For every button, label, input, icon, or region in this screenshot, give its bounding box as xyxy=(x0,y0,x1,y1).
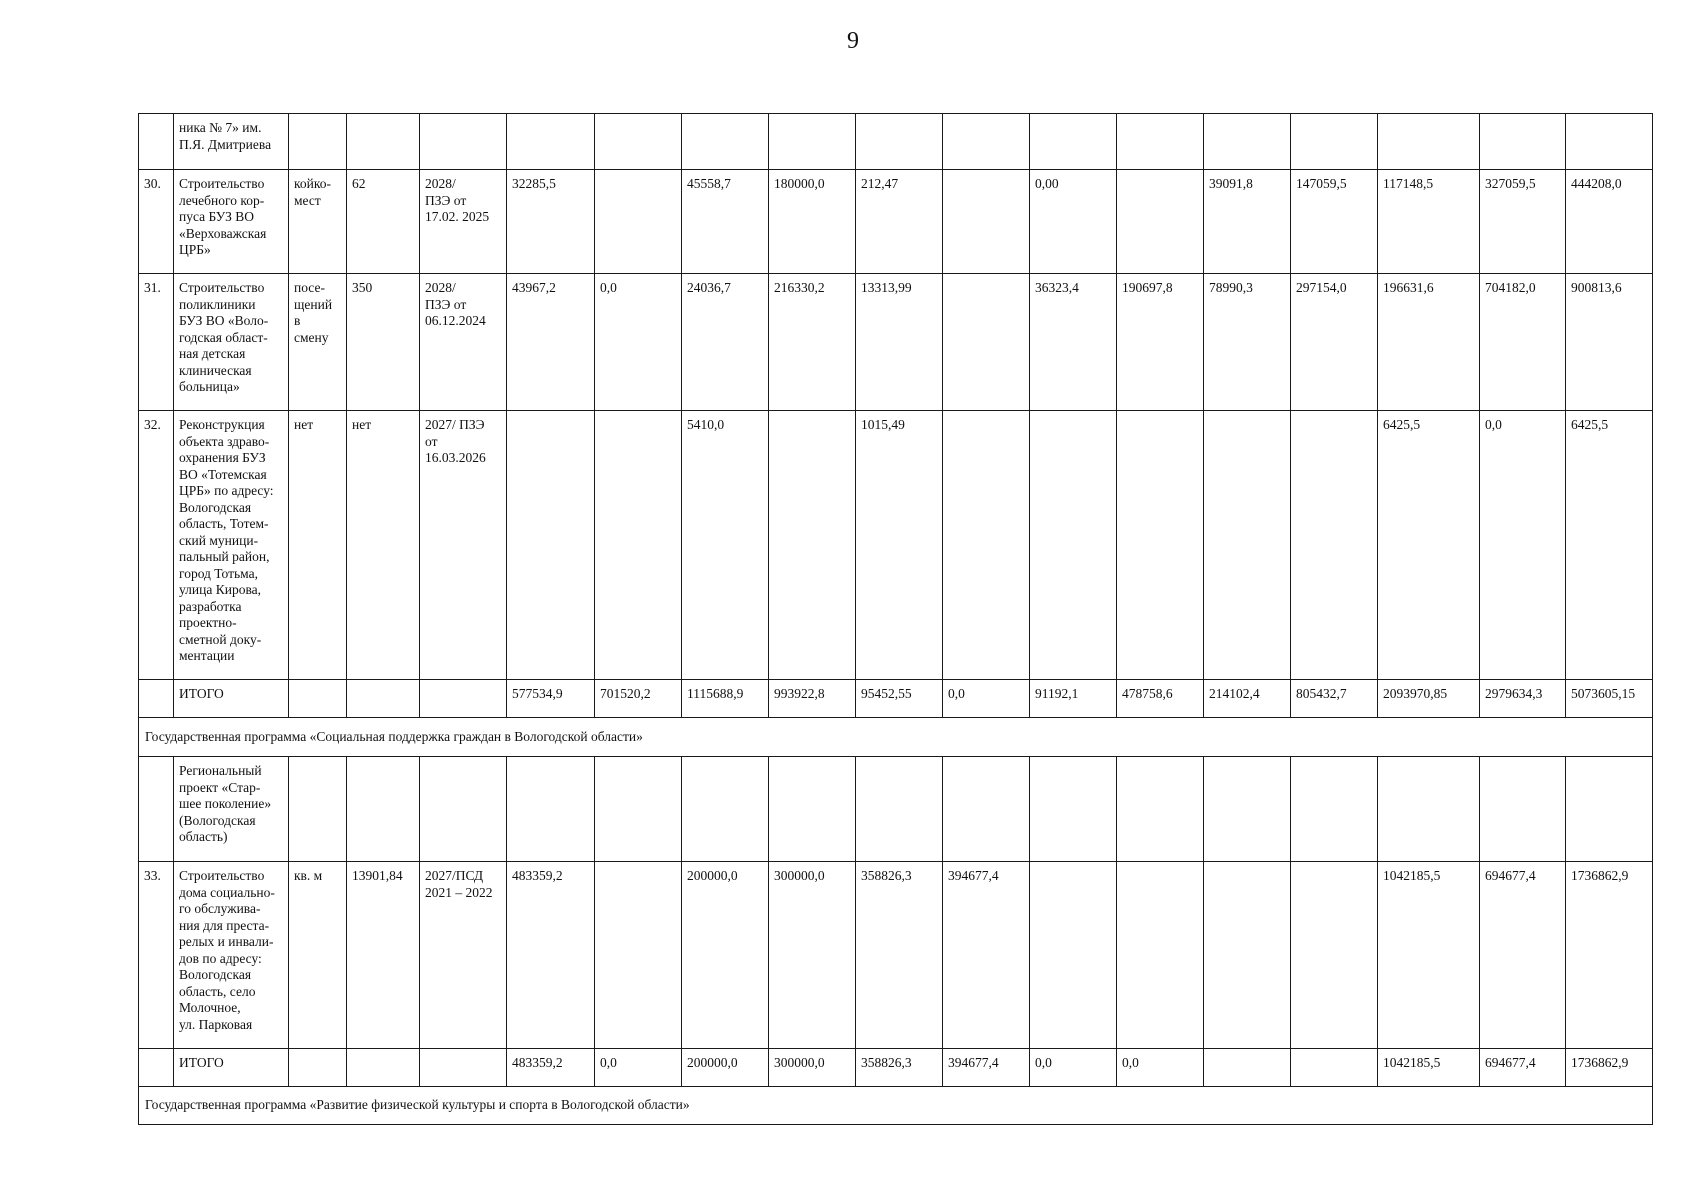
value-cell: 327059,5 xyxy=(1480,170,1566,274)
value-cell: 993922,8 xyxy=(769,680,856,718)
value-cell xyxy=(1378,757,1480,862)
value-cell xyxy=(1480,757,1566,862)
table-row xyxy=(139,411,1653,680)
page-number: 9 xyxy=(847,28,859,54)
value-cell: 1115688,9 xyxy=(682,680,769,718)
row-number-cell: 32. xyxy=(139,411,174,680)
value-cell: 0,00 xyxy=(1030,170,1117,274)
value-cell xyxy=(1204,757,1291,862)
value-cell xyxy=(943,274,1030,411)
value-cell xyxy=(943,114,1030,170)
value-cell: 1736862,9 xyxy=(1566,1049,1653,1087)
value-cell: 24036,7 xyxy=(682,274,769,411)
object-name-cell: Строительство дома социально- го обслужива- ния для преста- релых и инвали- дов по адресу: Вологодская область, село Молочное, ул. Парковая xyxy=(174,862,289,1049)
value-cell: 358826,3 xyxy=(856,862,943,1049)
deadline-cell: 2028/ ПЗЭ от 06.12.2024 xyxy=(420,274,507,411)
value-cell: 117148,5 xyxy=(1378,170,1480,274)
row-number-cell xyxy=(139,680,174,718)
deadline-cell: 2028/ ПЗЭ от 17.02. 2025 xyxy=(420,170,507,274)
value-cell: 300000,0 xyxy=(769,862,856,1049)
table-row xyxy=(139,274,1653,411)
value-cell: 216330,2 xyxy=(769,274,856,411)
value-cell xyxy=(1291,862,1378,1049)
value-cell: 32285,5 xyxy=(507,170,595,274)
object-name-cell: Строительство поликлиники БУЗ ВО «Воло- годская област- ная детская клиническая больница» xyxy=(174,274,289,411)
value-cell xyxy=(769,411,856,680)
value-cell: 0,0 xyxy=(1117,1049,1204,1087)
value-cell: 36323,4 xyxy=(1030,274,1117,411)
value-cell: 13313,99 xyxy=(856,274,943,411)
value-cell xyxy=(943,411,1030,680)
value-cell: 701520,2 xyxy=(595,680,682,718)
value-cell xyxy=(1291,1049,1378,1087)
value-cell xyxy=(769,757,856,862)
value-cell: 0,0 xyxy=(1030,1049,1117,1087)
object-name-cell: ника № 7» им. П.Я. Дмитриева xyxy=(174,114,289,170)
value-cell: 200000,0 xyxy=(682,1049,769,1087)
value-cell: 1015,49 xyxy=(856,411,943,680)
investment-table xyxy=(138,113,1653,1125)
table-body xyxy=(139,114,1653,1125)
value-cell: 6425,5 xyxy=(1566,411,1653,680)
value-cell: 805432,7 xyxy=(1291,680,1378,718)
row-number-cell: 31. xyxy=(139,274,174,411)
value-cell xyxy=(1378,114,1480,170)
value-cell xyxy=(507,757,595,862)
value-cell: 200000,0 xyxy=(682,862,769,1049)
value-cell: 95452,55 xyxy=(856,680,943,718)
value-cell: 43967,2 xyxy=(507,274,595,411)
value-cell: 2093970,85 xyxy=(1378,680,1480,718)
deadline-cell xyxy=(420,757,507,862)
value-cell xyxy=(1204,114,1291,170)
table-row xyxy=(139,862,1653,1049)
row-number-cell: 30. xyxy=(139,170,174,274)
value-cell xyxy=(1480,114,1566,170)
value-cell xyxy=(1117,114,1204,170)
value-cell: 1042185,5 xyxy=(1378,1049,1480,1087)
value-cell: 0,0 xyxy=(943,680,1030,718)
table-row xyxy=(139,1049,1653,1087)
row-number-cell xyxy=(139,1049,174,1087)
value-cell xyxy=(1117,170,1204,274)
value-cell: 91192,1 xyxy=(1030,680,1117,718)
value-cell: 190697,8 xyxy=(1117,274,1204,411)
value-cell xyxy=(943,757,1030,862)
value-cell xyxy=(769,114,856,170)
value-cell xyxy=(1291,411,1378,680)
unit-cell xyxy=(289,114,347,170)
unit-cell xyxy=(289,1049,347,1087)
value-cell: 39091,8 xyxy=(1204,170,1291,274)
value-cell xyxy=(682,114,769,170)
deadline-cell xyxy=(420,680,507,718)
value-cell: 5073605,15 xyxy=(1566,680,1653,718)
value-cell xyxy=(1566,114,1653,170)
deadline-cell: 2027/ ПЗЭ от 16.03.2026 xyxy=(420,411,507,680)
value-cell xyxy=(856,114,943,170)
value-cell: 297154,0 xyxy=(1291,274,1378,411)
value-cell xyxy=(595,114,682,170)
value-cell xyxy=(1030,114,1117,170)
value-cell: 394677,4 xyxy=(943,862,1030,1049)
value-cell: 0,0 xyxy=(595,274,682,411)
table-row xyxy=(139,114,1653,170)
value-cell: 214102,4 xyxy=(1204,680,1291,718)
value-cell xyxy=(1030,862,1117,1049)
value-cell xyxy=(1204,862,1291,1049)
value-cell: 900813,6 xyxy=(1566,274,1653,411)
value-cell: 483359,2 xyxy=(507,862,595,1049)
value-cell xyxy=(507,114,595,170)
value-cell xyxy=(1566,757,1653,862)
row-number-cell: 33. xyxy=(139,862,174,1049)
value-cell xyxy=(856,757,943,862)
value-cell xyxy=(1204,1049,1291,1087)
value-cell xyxy=(507,411,595,680)
value-cell: 78990,3 xyxy=(1204,274,1291,411)
value-cell xyxy=(595,862,682,1049)
capacity-cell xyxy=(347,114,420,170)
deadline-cell: 2027/ПСД 2021 – 2022 xyxy=(420,862,507,1049)
value-cell xyxy=(595,757,682,862)
value-cell: 180000,0 xyxy=(769,170,856,274)
object-name-cell: Реконструкция объекта здраво- охранения БУЗ ВО «Тотемская ЦРБ» по адресу: Вологодская область, Тотем- ский муници- пальный район, город Тотьма, улица Кирова, разработка проектно- сметной доку- ментации xyxy=(174,411,289,680)
value-cell: 694677,4 xyxy=(1480,862,1566,1049)
capacity-cell xyxy=(347,757,420,862)
value-cell: 483359,2 xyxy=(507,1049,595,1087)
value-cell: 1042185,5 xyxy=(1378,862,1480,1049)
deadline-cell xyxy=(420,1049,507,1087)
value-cell: 704182,0 xyxy=(1480,274,1566,411)
program-section-title: Государственная программа «Развитие физической культуры и спорта в Вологодской области» xyxy=(139,1087,1653,1125)
row-number-cell xyxy=(139,757,174,862)
object-name-cell: ИТОГО xyxy=(174,1049,289,1087)
unit-cell: нет xyxy=(289,411,347,680)
value-cell xyxy=(595,411,682,680)
object-name-cell: ИТОГО xyxy=(174,680,289,718)
capacity-cell xyxy=(347,680,420,718)
unit-cell xyxy=(289,757,347,862)
value-cell: 577534,9 xyxy=(507,680,595,718)
value-cell xyxy=(943,170,1030,274)
value-cell: 0,0 xyxy=(595,1049,682,1087)
value-cell: 2979634,3 xyxy=(1480,680,1566,718)
capacity-cell xyxy=(347,1049,420,1087)
value-cell: 358826,3 xyxy=(856,1049,943,1087)
value-cell: 444208,0 xyxy=(1566,170,1653,274)
value-cell xyxy=(682,757,769,862)
capacity-cell: 62 xyxy=(347,170,420,274)
object-name-cell: Региональный проект «Стар- шее поколение» (Вологодская область) xyxy=(174,757,289,862)
capacity-cell: 350 xyxy=(347,274,420,411)
value-cell: 478758,6 xyxy=(1117,680,1204,718)
value-cell: 6425,5 xyxy=(1378,411,1480,680)
section-row xyxy=(139,1087,1653,1125)
unit-cell xyxy=(289,680,347,718)
table-row xyxy=(139,170,1653,274)
value-cell: 212,47 xyxy=(856,170,943,274)
section-row xyxy=(139,718,1653,757)
table-row xyxy=(139,680,1653,718)
row-number-cell xyxy=(139,114,174,170)
value-cell xyxy=(1117,411,1204,680)
deadline-cell xyxy=(420,114,507,170)
value-cell xyxy=(1030,411,1117,680)
value-cell xyxy=(595,170,682,274)
value-cell: 196631,6 xyxy=(1378,274,1480,411)
capacity-cell: нет xyxy=(347,411,420,680)
table-row xyxy=(139,757,1653,862)
unit-cell: койко- мест xyxy=(289,170,347,274)
program-section-title: Государственная программа «Социальная поддержка граждан в Вологодской области» xyxy=(139,718,1653,757)
value-cell xyxy=(1291,757,1378,862)
value-cell xyxy=(1291,114,1378,170)
value-cell: 147059,5 xyxy=(1291,170,1378,274)
value-cell: 694677,4 xyxy=(1480,1049,1566,1087)
object-name-cell: Строительство лечебного кор- пуса БУЗ ВО «Верховажская ЦРБ» xyxy=(174,170,289,274)
value-cell: 1736862,9 xyxy=(1566,862,1653,1049)
capacity-cell: 13901,84 xyxy=(347,862,420,1049)
value-cell xyxy=(1030,757,1117,862)
value-cell xyxy=(1204,411,1291,680)
value-cell: 0,0 xyxy=(1480,411,1566,680)
value-cell: 394677,4 xyxy=(943,1049,1030,1087)
value-cell: 300000,0 xyxy=(769,1049,856,1087)
value-cell xyxy=(1117,862,1204,1049)
value-cell: 5410,0 xyxy=(682,411,769,680)
unit-cell: кв. м xyxy=(289,862,347,1049)
unit-cell: посе- щений в смену xyxy=(289,274,347,411)
value-cell: 45558,7 xyxy=(682,170,769,274)
value-cell xyxy=(1117,757,1204,862)
